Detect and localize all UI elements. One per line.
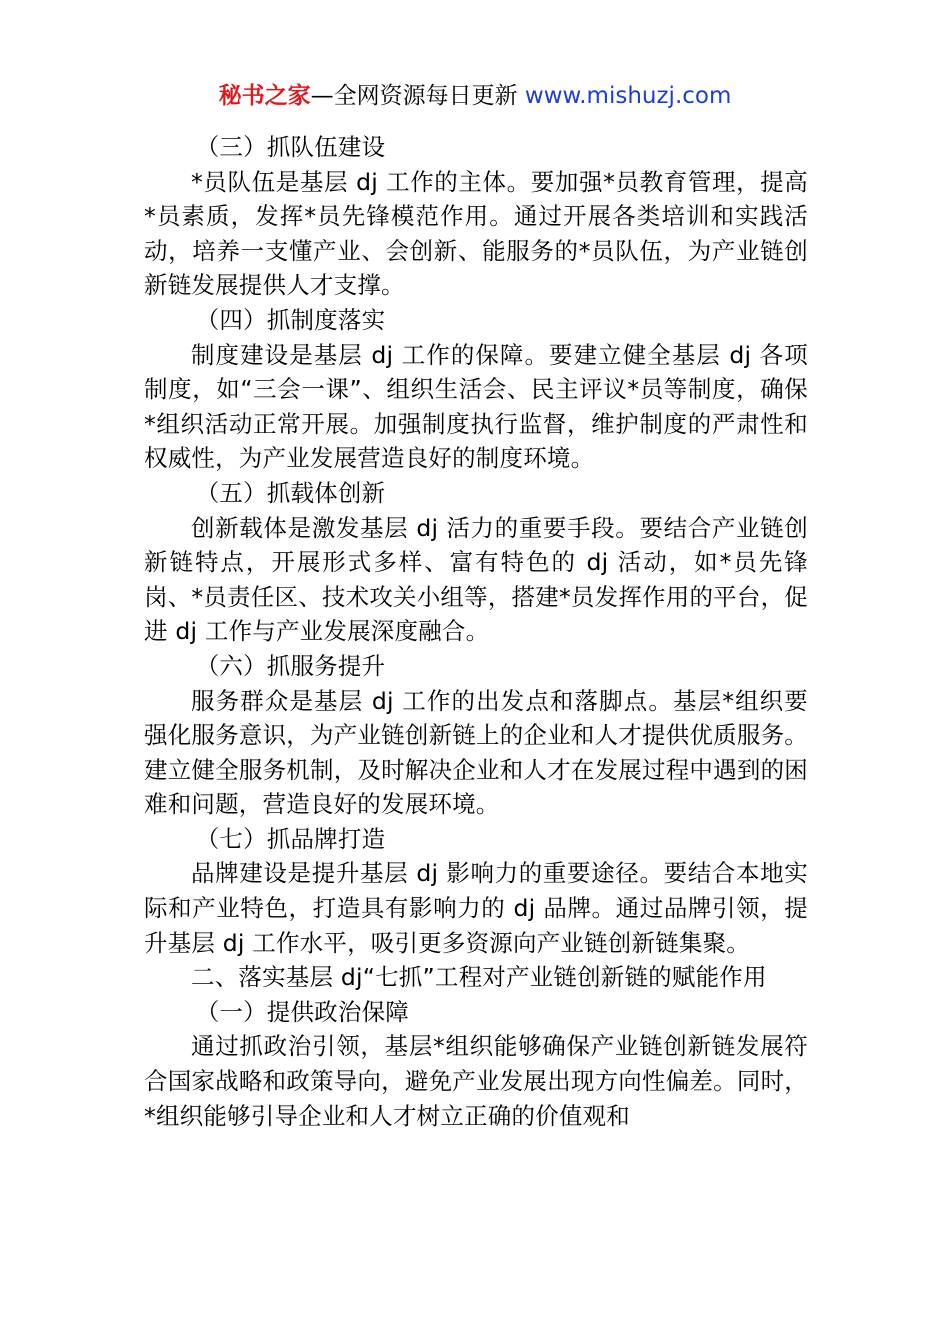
paragraph-team-building: *员队伍是基层 dj 工作的主体。要加强*员教育管理，提高*员素质，发挥*员先锋模范作用。通过开展各类培训和实践活动，培养一支懂产业、会创新、能服务的*员队伍，为产业链创新链发展提供人才支撑。 [144, 167, 808, 300]
subheading-four: （四）抓制度落实 [195, 305, 386, 334]
paragraph-service-improvement: 服务群众是基层 dj 工作的出发点和落脚点。基层*组织要强化服务意识，为产业链创新链上的企业和人才提供优质服务。建立健全服务机制，及时解决企业和人才在发展过程中遇到的困难和问题，营造良好的发展环境。 [144, 686, 808, 819]
site-header [0, 80, 950, 112]
site-url: www.mishuzj.com [524, 83, 732, 109]
subheading-five: （五）抓载体创新 [195, 478, 386, 507]
paragraph-carrier-innovation: 创新载体是激发基层 dj 活力的重要手段。要结合产业链创新链特点，开展形式多样、富有特色的 dj 活动，如*员先锋岗、*员责任区、技术攻关小组等，搭建*员发挥作用的平台，促进 dj 工作与产业发展深度融合。 [144, 513, 808, 646]
section-heading-two: 二、落实基层 dj“七抓”工程对产业链创新链的赋能作用 [191, 963, 767, 992]
subheading-one: （一）提供政治保障 [195, 997, 409, 1026]
paragraph-system-implementation: 制度建设是基层 dj 工作的保障。要建立健全基层 dj 各项制度，如“三会一课”、组织生活会、民主评议*员等制度，确保*组织活动正常开展。加强制度执行监督，维护制度的严肃性和权威性，为产业发展营造良好的制度环境。 [144, 340, 808, 473]
subheading-six: （六）抓服务提升 [195, 651, 386, 680]
site-brand: 秘书之家 [218, 83, 311, 109]
paragraph-brand-building: 品牌建设是提升基层 dj 影响力的重要途径。要结合本地实际和产业特色，打造具有影响力的 dj 品牌。通过品牌引领，提升基层 dj 工作水平，吸引更多资源向产业链创新链集聚。 [144, 859, 808, 957]
subheading-seven: （七）抓品牌打造 [195, 824, 386, 853]
paragraph-political-guarantee: 通过抓政治引领，基层*组织能够确保产业链创新链发展符合国家战略和政策导向，避免产业发展出现方向性偏差。同时，*组织能够引导企业和人才树立正确的价值观和 [144, 1032, 808, 1130]
subheading-three: （三）抓队伍建设 [195, 133, 386, 161]
site-tagline: —全网资源每日更新 [310, 83, 525, 109]
document-body [144, 130, 808, 1133]
